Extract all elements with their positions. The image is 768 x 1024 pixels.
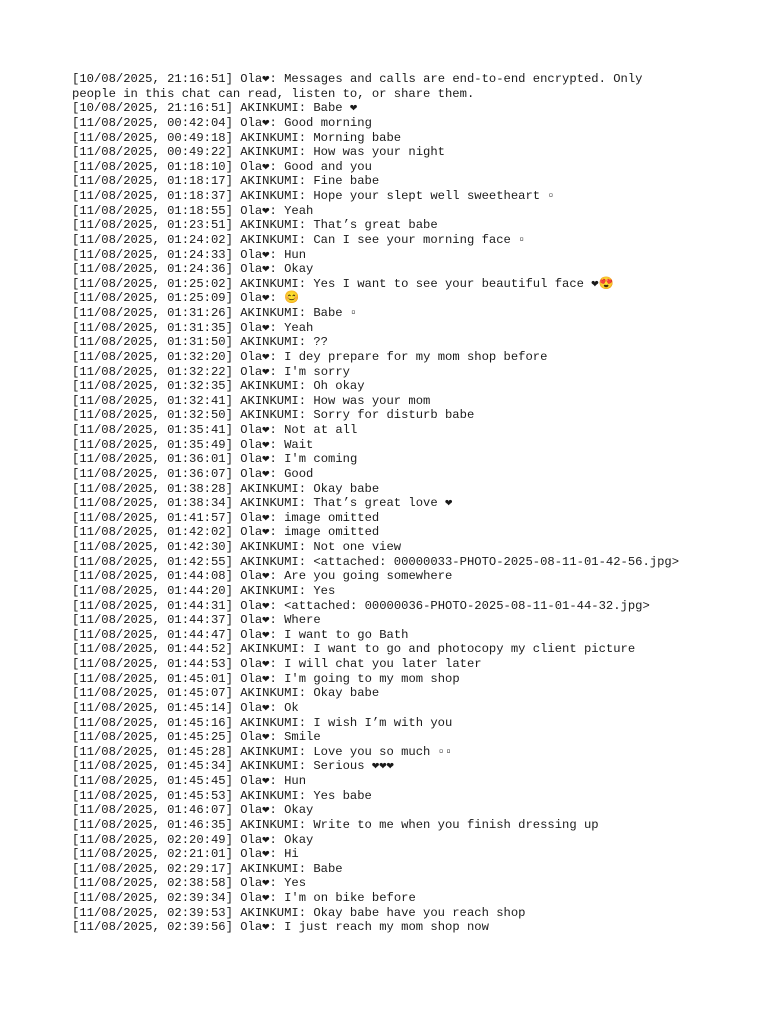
- transcript-line: [11/08/2025, 01:36:07] Ola❤: Good: [72, 466, 314, 481]
- transcript-line: [11/08/2025, 00:42:04] Ola❤: Good morning: [72, 115, 372, 130]
- transcript-line: [11/08/2025, 01:42:30] AKINKUMI: Not one view: [72, 540, 402, 554]
- transcript-line: [11/08/2025, 01:32:35] AKINKUMI: Oh okay: [72, 379, 365, 394]
- transcript-line: [11/08/2025, 01:46:35] AKINKUMI: Write to me when you finish dressing up: [72, 817, 599, 832]
- transcript-line: [11/08/2025, 01:44:37] Ola❤: Where: [72, 613, 321, 628]
- transcript-line: [11/08/2025, 01:32:41] AKINKUMI: How was your mom: [72, 393, 431, 408]
- transcript-line: [11/08/2025, 01:46:07] Ola❤: Okay: [72, 803, 314, 818]
- transcript-line: [11/08/2025, 01:36:01] Ola❤: I'm coming: [72, 452, 358, 467]
- transcript-line: [11/08/2025, 01:44:20] AKINKUMI: Yes: [72, 583, 336, 598]
- transcript-line: [11/08/2025, 01:38:28] AKINKUMI: Okay babe: [72, 481, 380, 496]
- transcript-line: [11/08/2025, 01:45:14] Ola❤: Ok: [72, 700, 299, 715]
- transcript-line: [11/08/2025, 01:24:02] AKINKUMI: Can I see your morning face ▫: [72, 232, 526, 247]
- transcript-line: [11/08/2025, 01:42:55] AKINKUMI: <attached: 00000033-PHOTO-2025-08-11-01-42-56.jpg>: [72, 554, 680, 569]
- chat-transcript: [72, 72, 732, 935]
- transcript-line: [11/08/2025, 01:32:22] Ola❤: I'm sorry: [72, 364, 350, 379]
- transcript-line: [11/08/2025, 01:25:02] AKINKUMI: Yes I want to see your beautiful face ❤😍: [72, 276, 614, 291]
- transcript-line: [11/08/2025, 01:18:17] AKINKUMI: Fine babe: [72, 174, 380, 189]
- transcript-line: people in this chat can read, listen to, or share them.: [72, 86, 475, 101]
- transcript-line: [11/08/2025, 01:18:37] AKINKUMI: Hope your slept well sweetheart ▫: [72, 189, 555, 203]
- transcript-line: [11/08/2025, 01:32:20] Ola❤: I dey prepare for my mom shop before: [72, 349, 548, 364]
- transcript-line: [11/08/2025, 01:31:50] AKINKUMI: ??: [72, 335, 328, 350]
- transcript-line: [11/08/2025, 01:38:34] AKINKUMI: That’s great love ❤: [72, 496, 453, 511]
- transcript-line: [11/08/2025, 01:31:26] AKINKUMI: Babe ▫: [72, 306, 358, 320]
- transcript-line: [11/08/2025, 02:39:56] Ola❤: I just reach my mom shop now: [72, 920, 489, 935]
- transcript-line: [11/08/2025, 01:23:51] AKINKUMI: That’s great babe: [72, 218, 438, 233]
- transcript-line: [11/08/2025, 01:31:35] Ola❤: Yeah: [72, 320, 314, 335]
- transcript-line: [11/08/2025, 01:42:02] Ola❤: image omitted: [72, 525, 380, 540]
- transcript-line: [11/08/2025, 01:45:01] Ola❤: I'm going to my mom shop: [72, 671, 460, 686]
- transcript-line: [11/08/2025, 01:45:28] AKINKUMI: Love you so much ▫▫: [72, 744, 453, 759]
- transcript-line: [11/08/2025, 02:38:58] Ola❤: Yes: [72, 876, 307, 891]
- transcript-line: [11/08/2025, 01:44:52] AKINKUMI: I want to go and photocopy my client picture: [72, 642, 636, 657]
- transcript-line: [11/08/2025, 01:45:16] AKINKUMI: I wish I’m with you: [72, 715, 453, 730]
- transcript-line: [10/08/2025, 21:16:51] Ola❤: Messages and calls are end-to-end encrypted. Only: [72, 72, 643, 86]
- transcript-line: [11/08/2025, 01:24:36] Ola❤: Okay: [72, 262, 314, 277]
- transcript-line: [11/08/2025, 02:39:53] AKINKUMI: Okay babe have you reach shop: [72, 905, 526, 920]
- transcript-line: [11/08/2025, 01:41:57] Ola❤: image omitted: [72, 510, 380, 525]
- transcript-line: [10/08/2025, 21:16:51] AKINKUMI: Babe ❤: [72, 101, 358, 116]
- transcript-line: [11/08/2025, 02:20:49] Ola❤: Okay: [72, 832, 314, 847]
- transcript-line: [11/08/2025, 01:45:45] Ola❤: Hun: [72, 774, 307, 788]
- transcript-line: [11/08/2025, 02:39:34] Ola❤: I'm on bike before: [72, 891, 416, 905]
- transcript-line: [11/08/2025, 00:49:22] AKINKUMI: How was your night: [72, 145, 445, 160]
- transcript-line: [11/08/2025, 02:29:17] AKINKUMI: Babe: [72, 861, 343, 876]
- transcript-line: [11/08/2025, 01:18:55] Ola❤: Yeah: [72, 203, 314, 218]
- transcript-line: [11/08/2025, 01:45:34] AKINKUMI: Serious ❤❤❤: [72, 759, 394, 774]
- transcript-line: [11/08/2025, 01:45:07] AKINKUMI: Okay babe: [72, 686, 380, 701]
- transcript-line: [11/08/2025, 01:24:33] Ola❤: Hun: [72, 247, 307, 262]
- transcript-line: [11/08/2025, 00:49:18] AKINKUMI: Morning babe: [72, 130, 402, 145]
- transcript-line: [11/08/2025, 01:35:41] Ola❤: Not at all: [72, 423, 358, 437]
- transcript-line: [11/08/2025, 01:32:50] AKINKUMI: Sorry for disturb babe: [72, 408, 475, 423]
- transcript-line: [11/08/2025, 01:45:53] AKINKUMI: Yes babe: [72, 788, 372, 803]
- transcript-line: [11/08/2025, 01:44:08] Ola❤: Are you going somewhere: [72, 569, 453, 584]
- transcript-line: [11/08/2025, 01:44:47] Ola❤: I want to go Bath: [72, 627, 409, 642]
- transcript-line: [11/08/2025, 01:44:31] Ola❤: <attached: 00000036-PHOTO-2025-08-11-01-44-32.jpg>: [72, 598, 650, 613]
- transcript-line: [11/08/2025, 01:45:25] Ola❤: Smile: [72, 730, 321, 745]
- transcript-line: [11/08/2025, 01:25:09] Ola❤: 😊: [72, 291, 300, 306]
- transcript-line: [11/08/2025, 01:44:53] Ola❤: I will chat you later later: [72, 657, 482, 671]
- transcript-line: [11/08/2025, 01:18:10] Ola❤: Good and you: [72, 159, 372, 174]
- transcript-line: [11/08/2025, 02:21:01] Ola❤: Hi: [72, 847, 299, 862]
- transcript-line: [11/08/2025, 01:35:49] Ola❤: Wait: [72, 437, 314, 452]
